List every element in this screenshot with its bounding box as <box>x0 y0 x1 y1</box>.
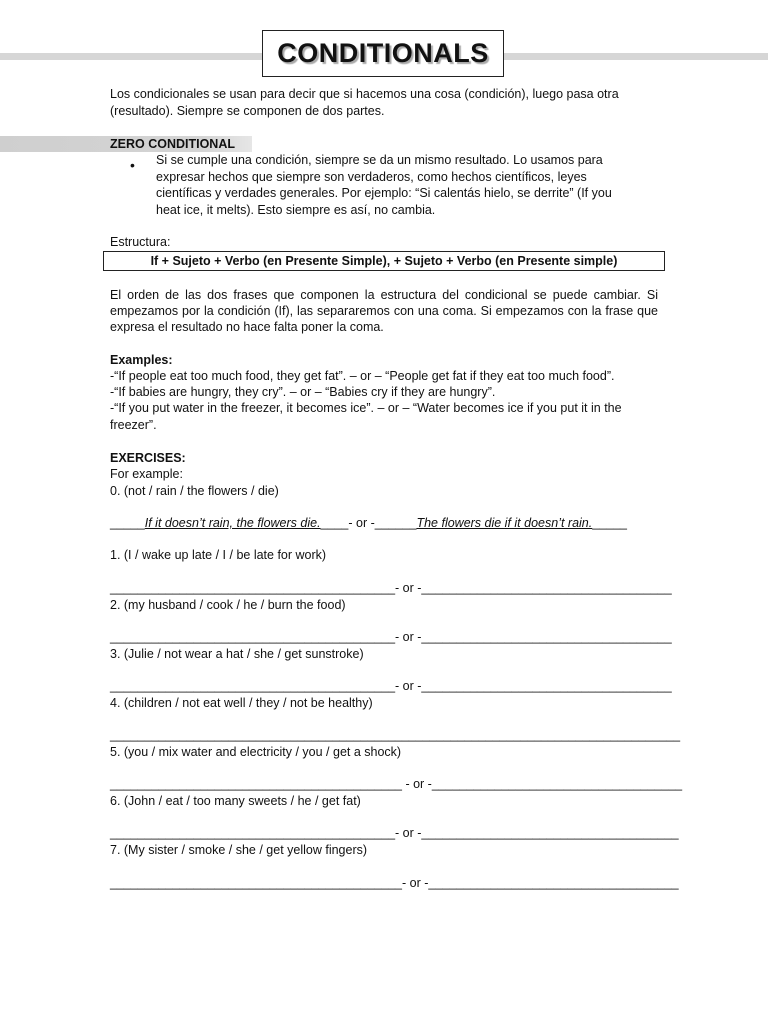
page-title: CONDITIONALS <box>262 30 504 77</box>
example-line-2: -“If babies are hungry, they cry”. – or – “Babies cry if they are hungry”. <box>110 385 496 399</box>
exercise-4-answer-line[interactable]: __________________________________________________________________________________ <box>110 728 681 742</box>
exercise-7-answer-line[interactable]: __________________________________________- or -____________________________________ <box>110 876 679 890</box>
bullet-line-2: expresar hechos que siempre son verdaderos, como hechos científicos, leyes <box>156 170 587 184</box>
exercise-6-answer-line[interactable]: _________________________________________- or -_____________________________________ <box>110 826 679 840</box>
exercise-6-prompt: 6. (John / eat / too many sweets / he / get fat) <box>110 794 361 808</box>
structure-label: Estructura: <box>110 235 171 249</box>
order-line-1: El orden de las dos frases que componen la estructura del condicional se puede cambiar. Si <box>110 288 658 302</box>
exercise-5-answer-line[interactable]: __________________________________________ - or -____________________________________ <box>110 777 683 791</box>
exercise-1-prompt: 1. (I / wake up late / I / be late for work) <box>110 548 327 562</box>
example-answer-mid: ____- or -______ <box>320 516 417 530</box>
order-line-2: empezamos por la condición (If), las separaremos con una coma. Si empezamos con la frase que <box>110 304 658 318</box>
exercise-2-answer-line[interactable]: _________________________________________- or -____________________________________ <box>110 630 672 644</box>
order-line-3: expresa el resultado no hace falta poner la coma. <box>110 320 384 334</box>
exercise-5-prompt: 5. (you / mix water and electricity / you / get a shock) <box>110 745 402 759</box>
example-line-1: -“If people eat too much food, they get fat”. – or – “People get fat if they eat too much food”. <box>110 369 615 383</box>
exercise-3-prompt: 3. (Julie / not wear a hat / she / get sunstroke) <box>110 647 364 661</box>
exercise-3-answer-line[interactable]: _________________________________________- or -____________________________________ <box>110 679 672 693</box>
exercise-4-prompt: 4. (children / not eat well / they / not be healthy) <box>110 696 373 710</box>
example-prompt: 0. (not / rain / the flowers / die) <box>110 484 279 498</box>
example-answer-first: If it doesn’t rain, the flowers die. <box>144 516 321 530</box>
bullet-dot-icon: • <box>130 157 135 173</box>
section-heading: ZERO CONDITIONAL <box>110 137 235 151</box>
intro-line-2: (resultado). Siempre se componen de dos partes. <box>110 104 385 118</box>
example-answer <box>110 515 627 531</box>
bullet-line-1: Si se cumple una condición, siempre se da un mismo resultado. Lo usamos para <box>156 153 603 167</box>
example-answer-post: _____ <box>592 516 627 530</box>
exercise-2-prompt: 2. (my husband / cook / he / burn the food) <box>110 598 346 612</box>
bullet-line-3: científicas y verdades generales. Por ejemplo: “Si calentás hielo, se derrite” (If you <box>156 186 612 200</box>
examples-heading: Examples: <box>110 353 173 367</box>
example-answer-second: The flowers die if it doesn’t rain. <box>416 516 593 530</box>
structure-formula: If + Sujeto + Verbo (en Presente Simple), + Sujeto + Verbo (en Presente simple) <box>103 251 665 271</box>
example-line-3: -“If you put water in the freezer, it becomes ice”. – or – “Water becomes ice if you put it in the <box>110 401 622 415</box>
intro-line-1: Los condicionales se usan para decir que si hacemos una cosa (condición), luego pasa otra <box>110 87 619 101</box>
exercise-7-prompt: 7. (My sister / smoke / she / get yellow fingers) <box>110 843 368 857</box>
exercise-1-answer-line[interactable]: _________________________________________- or -____________________________________ <box>110 581 672 595</box>
for-example-label: For example: <box>110 467 183 481</box>
example-answer-pre: _____ <box>110 516 145 530</box>
exercises-heading: EXERCISES: <box>110 451 186 465</box>
example-line-4: freezer”. <box>110 418 157 432</box>
bullet-line-4: heat ice, it melts). Esto siempre es así, no cambia. <box>156 203 436 217</box>
